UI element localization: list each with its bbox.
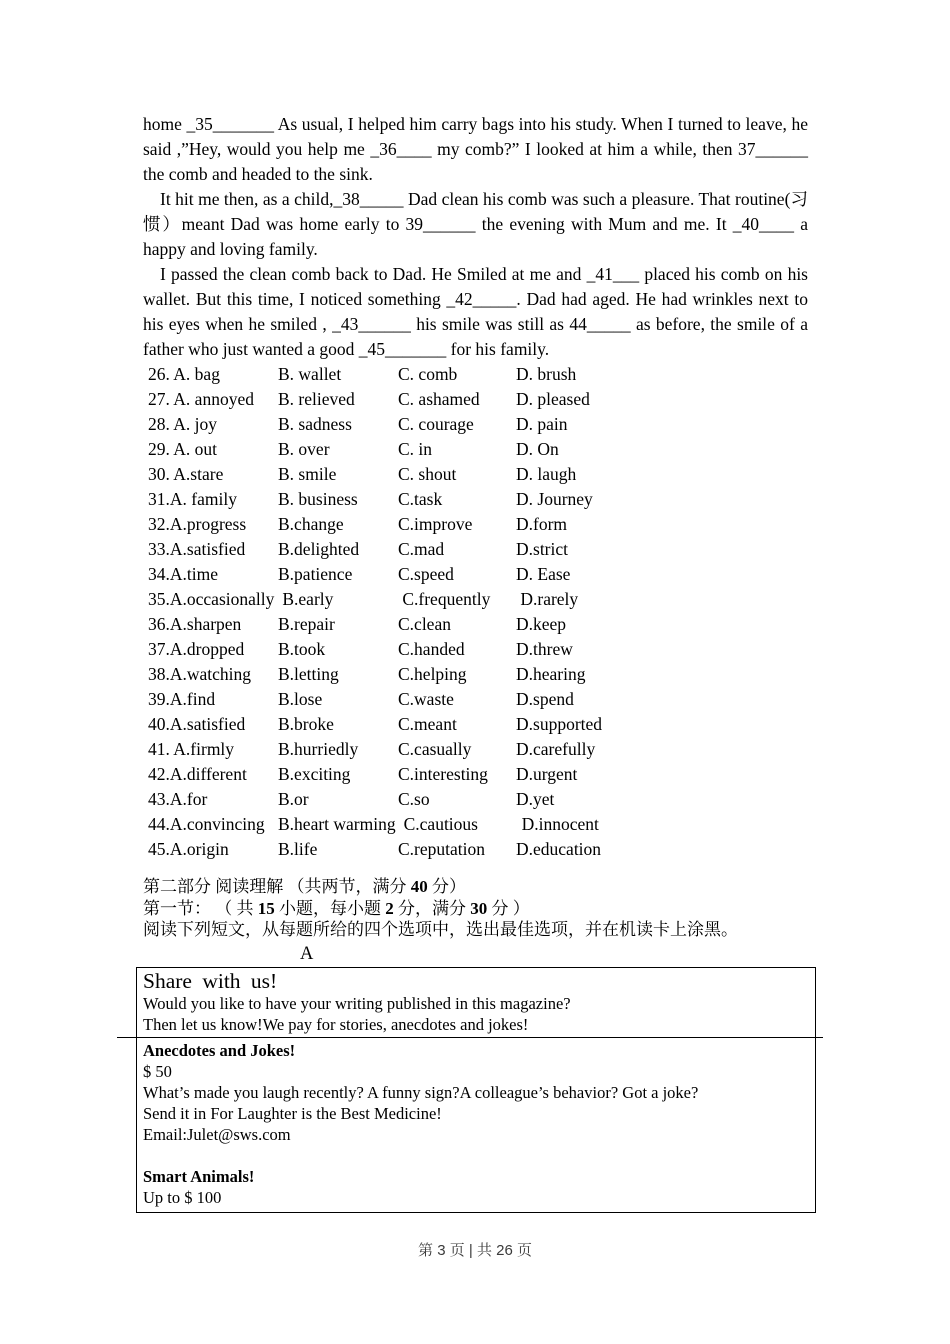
option-cell: C.cautious [403, 814, 478, 834]
option-cell: C.handed [398, 639, 465, 659]
question-row [148, 787, 808, 812]
option-cell: B. over [278, 439, 330, 459]
question-row [148, 662, 808, 687]
question-row [148, 737, 808, 762]
option-cell: 36.A.sharpen [148, 614, 242, 634]
option-cell: 37.A.dropped [148, 639, 245, 659]
subheading-points-each: 2 [385, 898, 394, 918]
question-row [148, 487, 808, 512]
option-cell: B.broke [278, 714, 334, 734]
option-cell: B.exciting [278, 764, 351, 784]
subheading-text-2: 小题，每小题 [274, 898, 386, 918]
part2-instructions: 阅读下列短文，从每题所给的四个选项中，选出最佳选项，并在机读卡上涂黑。 [143, 920, 738, 939]
part2-subsection-heading [143, 898, 808, 920]
share-box-title: Share with us! [143, 968, 278, 993]
share-with-us-section [137, 968, 815, 1037]
page-content [143, 112, 808, 1213]
option-cell: 40.A.satisfied [148, 714, 246, 734]
option-cell: C.waste [398, 689, 454, 709]
question-row [148, 412, 808, 437]
option-cell: C.reputation [398, 839, 485, 859]
option-cell: C.meant [398, 714, 457, 734]
magazine-notice-box [136, 967, 816, 1213]
option-cell: 29. A. out [148, 439, 218, 459]
option-cell: 38.A.watching [148, 664, 252, 684]
option-cell: D.threw [516, 639, 573, 659]
option-cell: 43.A.for [148, 789, 208, 809]
option-cell: 26. A. bag [148, 364, 220, 384]
anecdotes-jokes-line-1: What’s made you laugh recently? A funny sign?A colleague’s behavior? Got a joke? [143, 1082, 699, 1102]
share-box-line-1: Would you like to have your writing published in this magazine? [143, 993, 571, 1013]
option-cell: C. shout [398, 464, 457, 484]
question-row [148, 762, 808, 787]
option-cell: B. smile [278, 464, 337, 484]
option-cell: 45.A.origin [148, 839, 229, 859]
option-cell: B.lose [278, 689, 323, 709]
subheading-text-end: 分 ） [487, 898, 530, 918]
option-cell: C.interesting [398, 764, 488, 784]
option-cell: D. pleased [516, 389, 590, 409]
heading-score: 40 [410, 877, 428, 896]
part2-section [143, 876, 808, 941]
option-cell: 41. A.firmly [148, 739, 235, 759]
option-cell: C. ashamed [398, 389, 480, 409]
option-cell: B.letting [278, 664, 339, 684]
option-cell: B. business [278, 489, 358, 509]
option-cell: 31.A. family [148, 489, 237, 509]
anecdotes-jokes-title: Anecdotes and Jokes! [143, 1040, 296, 1060]
option-cell: D.strict [516, 539, 569, 559]
option-cell: 32.A.progress [148, 514, 247, 534]
question-row [148, 587, 808, 612]
question-row [148, 387, 808, 412]
anecdotes-jokes-line-2: Send it in For Laughter is the Best Medicine! [143, 1103, 442, 1123]
question-row [148, 712, 808, 737]
option-cell: B.or [278, 789, 309, 809]
option-cell: D.hearing [516, 664, 586, 684]
subheading-text-3: 分，满分 [393, 898, 471, 918]
option-cell: C.clean [398, 614, 451, 634]
passage-paragraph-2: It hit me then, as a child,_38_____ Dad clean his comb was such a pleasure. That routine(习惯）meant Dad was home early to 39______ the evening with Mum and me. It _40____ a happy and loving family. [143, 189, 808, 259]
option-cell: D. pain [516, 414, 568, 434]
anecdotes-jokes-price: $ 50 [143, 1061, 172, 1081]
option-cell: 27. A. annoyed [148, 389, 254, 409]
option-cell: 33.A.satisfied [148, 539, 246, 559]
option-cell: D.yet [516, 789, 555, 809]
option-cell: D.keep [516, 614, 567, 634]
passage-a-label: A [300, 943, 314, 964]
option-cell: D.supported [516, 714, 603, 734]
option-cell: D.carefully [516, 739, 596, 759]
heading-text: 第二部分 阅读理解 （共两节，满分 [143, 877, 411, 896]
notice-items-section [137, 1038, 815, 1212]
option-cell: B.heart warming [278, 814, 396, 834]
option-cell: B.took [278, 639, 326, 659]
option-cell: C.helping [398, 664, 467, 684]
option-cell: C.task [398, 489, 443, 509]
option-cell: C.mad [398, 539, 445, 559]
option-cell: B.early [282, 589, 334, 609]
smart-animals-price: Up to $ 100 [143, 1187, 222, 1207]
option-cell: D.spend [516, 689, 574, 709]
option-cell: D.urgent [516, 764, 578, 784]
question-row [148, 437, 808, 462]
smart-animals-title: Smart Animals! [143, 1166, 255, 1186]
option-cell: 35.A.occasionally [148, 589, 275, 609]
heading-text-end: 分） [427, 877, 466, 896]
option-cell: D. brush [516, 364, 577, 384]
blank-line [143, 1145, 807, 1166]
option-cell: B. wallet [278, 364, 342, 384]
option-cell: 34.A.time [148, 564, 218, 584]
passage-paragraph-3: I passed the clean comb back to Dad. He Smiled at me and _41___ placed his comb on his wallet. But this time, I noticed something _42_____. Dad had aged. He had wrinkles next to his eyes when he smiled , _43______ his smile was still as 44_____ as before, the smile of a father who just wanted a good _45_______ for his family. [143, 264, 808, 359]
option-cell: D. Journey [516, 489, 593, 509]
option-cell: B.hurriedly [278, 739, 359, 759]
subheading-count: 15 [257, 898, 275, 918]
anecdotes-jokes-email: Email:Julet@sws.com [143, 1124, 291, 1144]
option-cell: 30. A.stare [148, 464, 224, 484]
option-cell: B.delighted [278, 539, 360, 559]
option-cell: 39.A.find [148, 689, 216, 709]
option-cell: D.form [516, 514, 568, 534]
question-row [148, 537, 808, 562]
option-cell: B.patience [278, 564, 353, 584]
option-cell: D. On [516, 439, 559, 459]
option-cell: D. Ease [516, 564, 571, 584]
option-cell: C. courage [398, 414, 474, 434]
option-cell: C.frequently [402, 589, 491, 609]
question-row [148, 562, 808, 587]
question-row [148, 462, 808, 487]
question-row [148, 837, 808, 862]
cloze-options-list [143, 362, 808, 862]
option-cell: D.innocent [521, 814, 599, 834]
question-row [148, 812, 808, 837]
question-row [148, 512, 808, 537]
option-cell: D.rarely [520, 589, 579, 609]
option-cell: C.casually [398, 739, 472, 759]
option-cell: B. sadness [278, 414, 352, 434]
option-cell: D.education [516, 839, 602, 859]
option-cell: 28. A. joy [148, 414, 218, 434]
question-row [148, 612, 808, 637]
passage-paragraph-1: home _35_______ As usual, I helped him carry bags into his study. When I turned to leave, he said ,”Hey, would you help me _36____ my comb?” I looked at him a while, then 37______ the comb and headed to the sink. [143, 114, 808, 184]
subheading-total: 30 [470, 898, 488, 918]
option-cell: C.speed [398, 564, 454, 584]
option-cell: B.life [278, 839, 318, 859]
option-cell: C. comb [398, 364, 458, 384]
option-cell: B. relieved [278, 389, 355, 409]
option-cell: C. in [398, 439, 433, 459]
question-row [148, 362, 808, 387]
question-row [148, 637, 808, 662]
part2-section-heading [143, 876, 808, 898]
page-footer: 第 3 页 | 共 26 页 [418, 1242, 532, 1259]
option-cell: D. laugh [516, 464, 577, 484]
option-cell: C.so [398, 789, 430, 809]
option-cell: B.repair [278, 614, 335, 634]
option-cell: 42.A.different [148, 764, 247, 784]
question-row [148, 687, 808, 712]
option-cell: C.improve [398, 514, 473, 534]
subheading-text: 第一节： （ 共 [143, 898, 258, 918]
option-cell: 44.A.convincing [148, 814, 265, 834]
share-box-line-2: Then let us know!We pay for stories, anecdotes and jokes! [143, 1014, 529, 1034]
option-cell: B.change [278, 514, 344, 534]
